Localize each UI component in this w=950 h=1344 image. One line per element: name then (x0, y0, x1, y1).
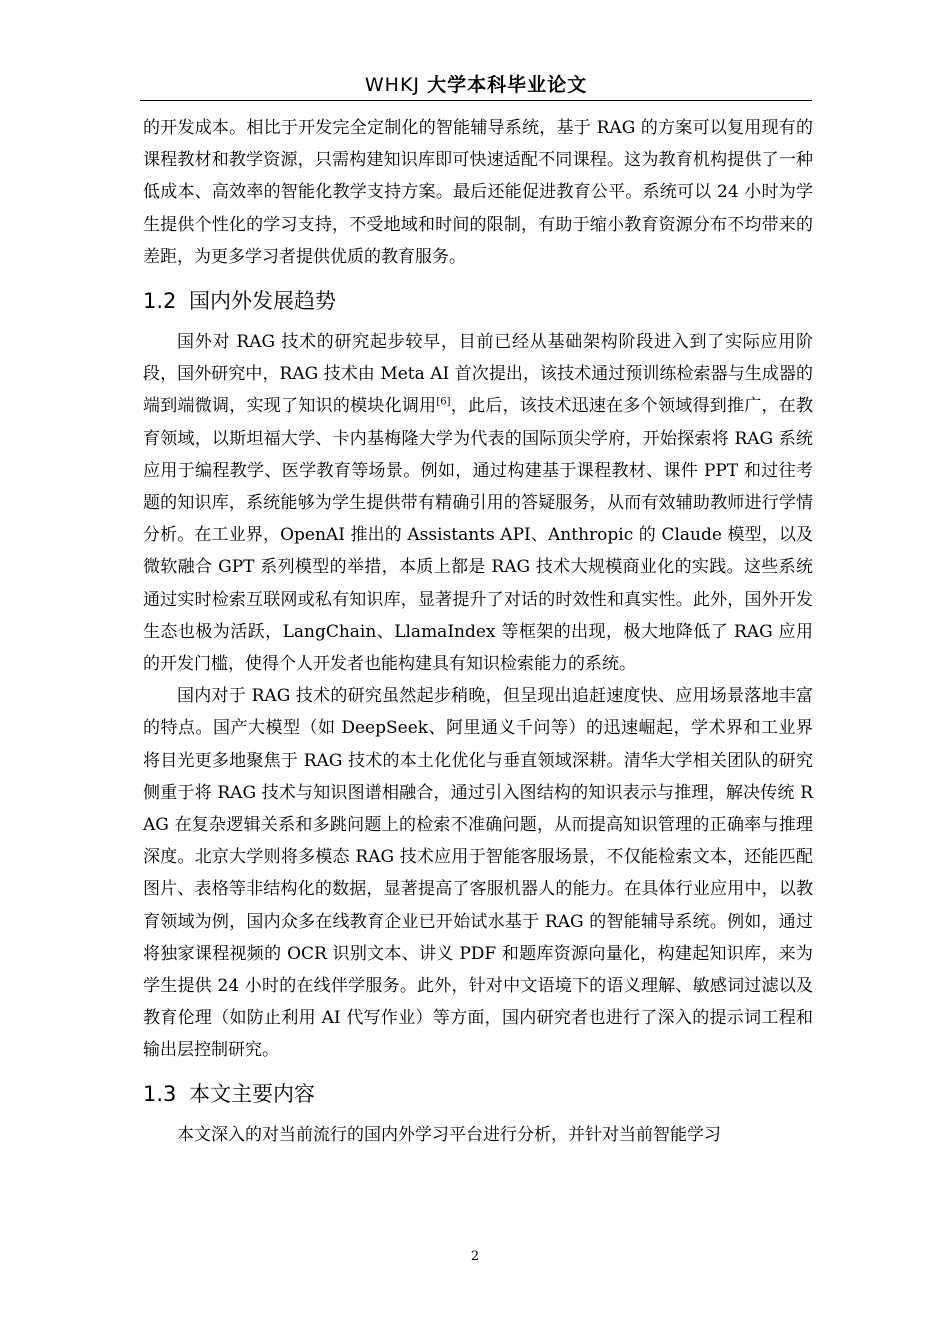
section-number: 1.2 (143, 289, 177, 314)
page-number: 2 (470, 1249, 480, 1264)
paragraph-continuation: 的开发成本。相比于开发完全定制化的智能辅导系统，基于 RAG 的方案可以复用现有的课程教材和教学资源，只需构建知识库即可快速适配不同课程。这为教育机构提供了一种低成本、高效率的智能化教学支持方案。最后还能促进教育公平。系统可以 24 小时为学生提供个性化的学习支持，不受地域和时间的限制，有助于缩小教育资源分布不均带来的差距，为更多学习者提供优质的教育服务。 (143, 118, 813, 267)
page-header (140, 70, 812, 101)
section-number: 1.3 (143, 1081, 177, 1106)
paragraph-text: ，此后，该技术迅速在多个领域得到推广，在教育领域，以斯坦福大学、卡内基梅隆大学为代表的国际顶尖学府，开始探索将 RAG 系统应用于编程教学、医学教育等场景。例如，通过构建基于课程教材、课件 PPT 和过往考题的知识库，系统能够为学生提供带有精确引用的答疑服务，从而有效辅助教师进行学情分析。在工业界，OpenAI 推出的 Assistants API、Anthropic 的 Claude 模型，以及微软融合 GPT 系列模型的举措，本质上都是 RAG 技术大规模商业化的实践。这些系统通过实时检索互联网或私有知识库，显著提升了对话的时效性和真实性。此外，国外开发生态也极为活跃，LangChain、LlamaIndex 等框架的出现，极大地降低了 RAG 应用的开发门槛，使得个人开发者也能构建具有知识检索能力的系统。 (143, 396, 814, 675)
header-document-type: 大学本科毕业论文 (427, 74, 588, 96)
paragraph-foreign-research (143, 326, 813, 680)
paragraph-text: 国外对 RAG 技术的研究起步较早，目前已经从基础架构阶段进入到了实际应用阶段，国外研究中，RAG 技术由 Meta AI 首次提出，该技术通过预训练检索器与生成器的端到端微调，实现了知识的模块化调用 (143, 332, 813, 417)
header-institution-code: WHKJ (364, 74, 421, 96)
section-heading-1-3 (143, 1080, 813, 1108)
section-title: 国内外发展趋势 (189, 289, 336, 314)
page-body (143, 112, 813, 1151)
paragraph-main-content: 本文深入的对当前流行的国内外学习平台进行分析，并针对当前智能学习 (177, 1124, 721, 1145)
section-heading-1-2 (143, 287, 813, 315)
paragraph-domestic-research: 国内对于 RAG 技术的研究虽然起步稍晚，但呈现出追赶速度快、应用场景落地丰富的特点。国产大模型（如 DeepSeek、阿里通义千问等）的迅速崛起，学术界和工业界将目光更多地聚焦于 RAG 技术的本土化优化与垂直领域深耕。清华大学相关团队的研究侧重于将 RAG 技术与知识图谱相融合，通过引入图结构的知识表示与推理，解决传统 RAG 在复杂逻辑关系和多跳问题上的检索不准确问题，从而提高知识管理的正确率与推理深度。北京大学则将多模态 RAG 技术应用于智能客服场景，不仅能检索文本，还能匹配图片、表格等非结构化的数据，显著提高了客服机器人的能力。在具体行业应用中，以教育领域为例，国内众多在线教育企业已开始试水基于 RAG 的智能辅导系统。例如，通过将独家课程视频的 OCR 识别文本、讲义 PDF 和题库资源向量化，构建起知识库，来为学生提供 24 小时的在线伴学服务。此外，针对中文语境下的语义理解、敏感词过滤以及教育伦理（如防止利用 AI 代写作业）等方面，国内研究者也进行了深入的提示词工程和输出层控制研究。 (143, 686, 813, 1061)
citation-reference: [6] (436, 396, 451, 408)
section-title: 本文主要内容 (189, 1081, 315, 1106)
